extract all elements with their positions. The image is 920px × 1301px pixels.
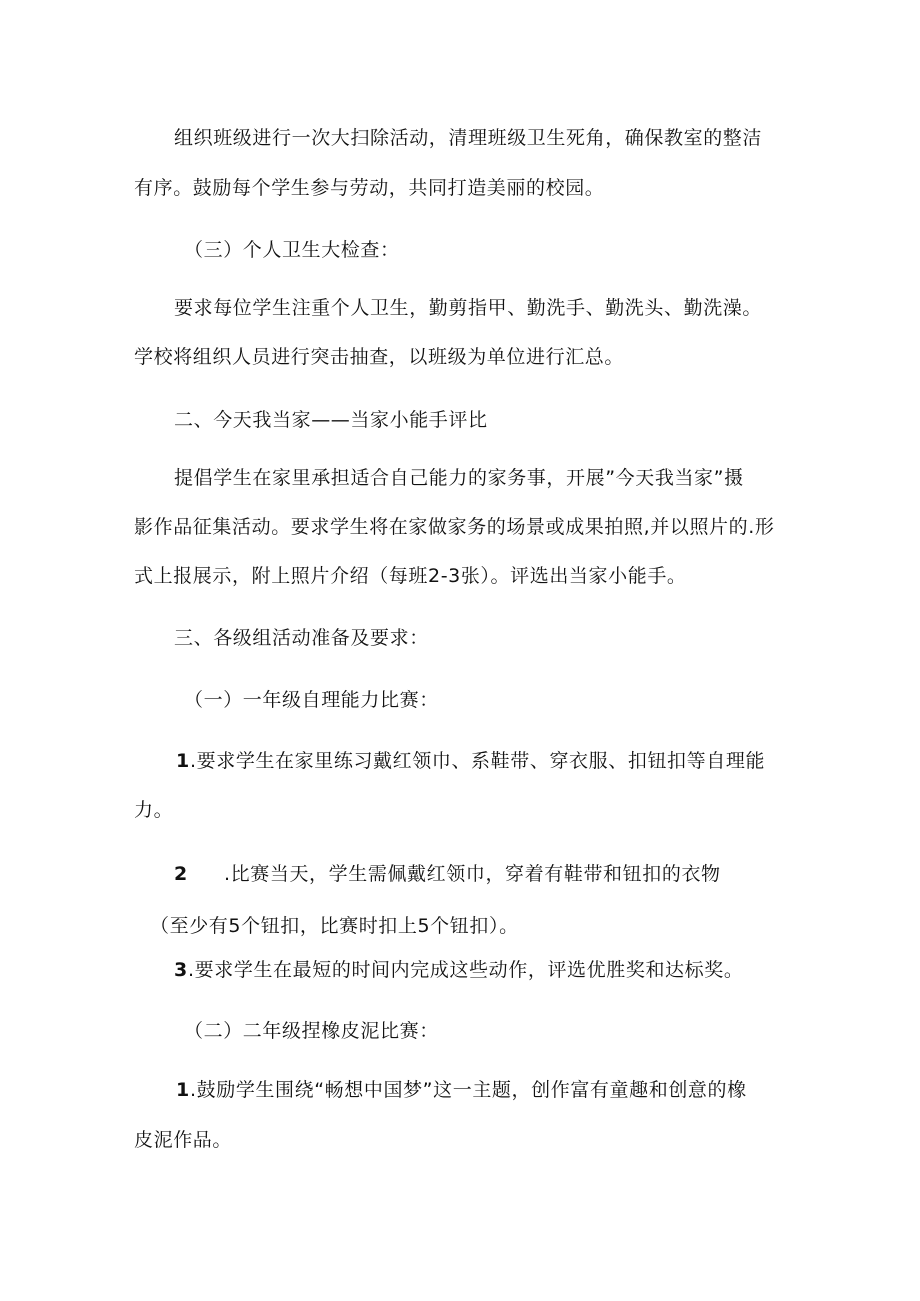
grade-one-item-1-line-1: .要求学生在家里练习戴红领巾、系鞋带、穿衣服、扣钮扣等自理能 [190, 750, 766, 772]
paragraph-housework-line-2: 影作品征集活动。要求学生将在家做家务的场景或成果拍照,并以照片的.形 [134, 516, 775, 538]
heading-section-three: 三、各级组活动准备及要求： [174, 627, 429, 649]
grade-one-item-3: .要求学生在最短的时间内完成这些动作，评选优胜奖和达标奖。 [188, 959, 744, 981]
heading-grade-one: （一）一年级自理能力比赛： [184, 689, 439, 711]
grade-two-item-1-line-1: .鼓励学生围绕“畅想中国梦”这一主题，创作富有童趣和创意的橡 [190, 1079, 747, 1101]
grade-one-item-2-line-1: .比赛当天，学生需佩戴红领巾，穿着有鞋带和钮扣的衣物 [224, 863, 721, 885]
grade-two-item-1-line-2: 皮泥作品。 [134, 1129, 233, 1151]
grade-one-item-1-line-2: 力。 [134, 799, 174, 821]
item-number-3: 3 [174, 959, 188, 981]
paragraph-hygiene-line-1: 要求每位学生注重个人卫生，勤剪指甲、勤洗手、勤洗头、勤洗澡。 [174, 297, 763, 319]
heading-section-two: 二、今天我当家——当家小能手评比 [174, 409, 488, 431]
paragraph-cleaning-line-1: 组织班级进行一次大扫除活动，清理班级卫生死角，确保教室的整洁 [174, 127, 763, 149]
item-number-1b: 1 [176, 1079, 190, 1101]
item-number-2: 2 [174, 863, 188, 885]
grade-one-item-2-line-2: （至少有5个钮扣，比赛时扣上5个钮扣）。 [150, 915, 519, 937]
paragraph-housework-line-1: 提倡学生在家里承担适合自己能力的家务事，开展”今天我当家”摄 [174, 467, 744, 489]
paragraph-cleaning-line-2: 有序。鼓励每个学生参与劳动，共同打造美丽的校园。 [134, 177, 605, 199]
item-number-1: 1 [176, 750, 190, 772]
heading-grade-two: （二）二年级捏橡皮泥比赛： [184, 1020, 439, 1042]
paragraph-hygiene-line-2: 学校将组织人员进行突击抽查，以班级为单位进行汇总。 [134, 346, 625, 368]
heading-personal-hygiene: （三）个人卫生大检查： [184, 239, 400, 261]
paragraph-housework-line-3: 式上报展示，附上照片介绍（每班2-3张）。评选出当家小能手。 [134, 565, 687, 587]
